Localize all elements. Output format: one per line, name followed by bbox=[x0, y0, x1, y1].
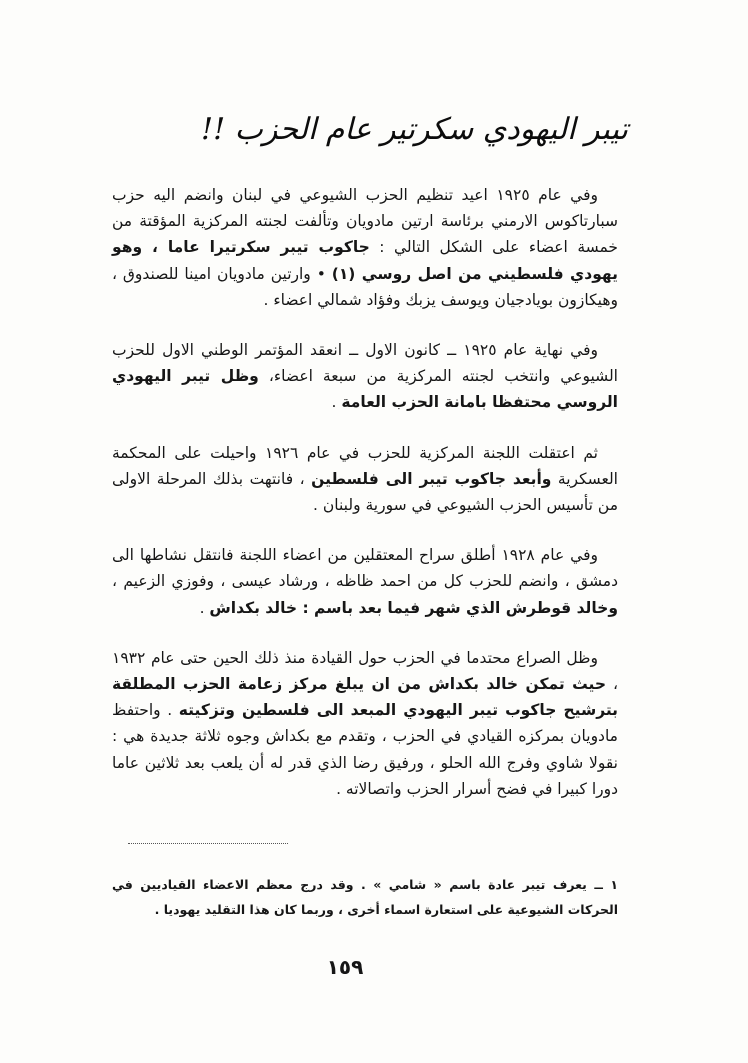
page-number: ١٥٩ bbox=[326, 955, 364, 979]
paragraph-text: وفي عام ١٩٢٨ أطلق سراح المعتقلين من اعضاء اللجنة فانتقل نشاطها الى دمشق ، وانضم للحزب كل من احمد ظاظه ، ورشاد عيسى ، وفوزي الزعيم ، bbox=[112, 546, 618, 591]
bold-text: جاكوب تيبر سكرتيرا عاما ، وهو يهودي فلسطيني من اصل روسي (١) bbox=[112, 238, 618, 283]
paragraph-2 bbox=[112, 337, 618, 416]
paragraph-text: وفي نهاية عام ١٩٢٥ ــ كانون الاول ــ انعقد المؤتمر الوطني الاول للحزب الشيوعي وانتخب لجنته المركزية من سبعة اعضاء، bbox=[112, 341, 618, 386]
paragraph-text: . واحتفظ مادويان بمركزه القيادي في الحزب ، وتقدم مع بكداش وجوه ثلاثة جديدة هي : نقولا شاوي وفرج الله الحلو ، ورفيق رضا الذي قدر له أن يلعب بعد ثلاثين عاما دورا كبيرا في فضح أسرار الحزب واتصالاته . bbox=[112, 701, 618, 798]
page-title: تيبر اليهودي سكرتير عام الحزب !! bbox=[201, 112, 628, 147]
bold-text: وخالد قوطرش الذي شهر فيما بعد باسم : خالد بكداش bbox=[209, 598, 618, 617]
bold-text: وظل تيبر اليهودي الروسي محتفظا بامانة الحزب العامة bbox=[112, 367, 618, 412]
paragraph-1 bbox=[112, 182, 618, 313]
paragraph-text: وظل الصراع محتدما في الحزب حول القيادة منذ ذلك الحين حتى عام ١٩٣٢ ، bbox=[112, 648, 618, 694]
paragraph-text: . bbox=[331, 393, 342, 412]
paragraph-text: ثم اعتقلت اللجنة المركزية للحزب في عام ١٩٢٦ واحيلت على المحكمة العسكرية bbox=[112, 443, 618, 488]
body-text bbox=[112, 182, 618, 826]
bold-text: وأبعد جاكوب تيبر الى فلسطين bbox=[311, 469, 552, 488]
paragraph-4 bbox=[112, 542, 618, 621]
footnote: ١ ــ يعرف تيبر عادة باسم « شامي » . وقد درج معظم الاعضاء القياديين في الحركات الشيوعية على استعارة اسماء أخرى ، وربما كان هذا التقليد يهوديا . bbox=[112, 877, 618, 917]
paragraph-text: ، فانتهت بذلك المرحلة الاولى من تأسيس الحزب الشيوعي في سورية ولبنان . bbox=[112, 469, 618, 515]
paragraph-text: وفي عام ١٩٢٥ اعيد تنظيم الحزب الشيوعي في لبنان وانضم اليه حزب سبارتاكوس الارمني برئاسة ارتين مادويان وتألفت لجنته المركزية المؤقتة من خمسة اعضاء على الشكل التالي : bbox=[112, 186, 618, 257]
bold-text: حيث تمكن خالد بكداش من ان يبلغ مركز زعامة الحزب المطلقة بترشيح جاكوب تيبر اليهودي المبعد الى فلسطين وتزكيته bbox=[112, 675, 618, 720]
paragraph-3 bbox=[112, 440, 618, 519]
paragraph-5 bbox=[112, 645, 618, 802]
footnote-divider bbox=[128, 843, 288, 844]
paragraph-text: . bbox=[199, 598, 210, 617]
paragraph-text: • وارتين مادويان امينا للصندوق ، وهيكازون بويادجيان ويوسف يزبك وفؤاد شمالي اعضاء . bbox=[112, 264, 618, 309]
